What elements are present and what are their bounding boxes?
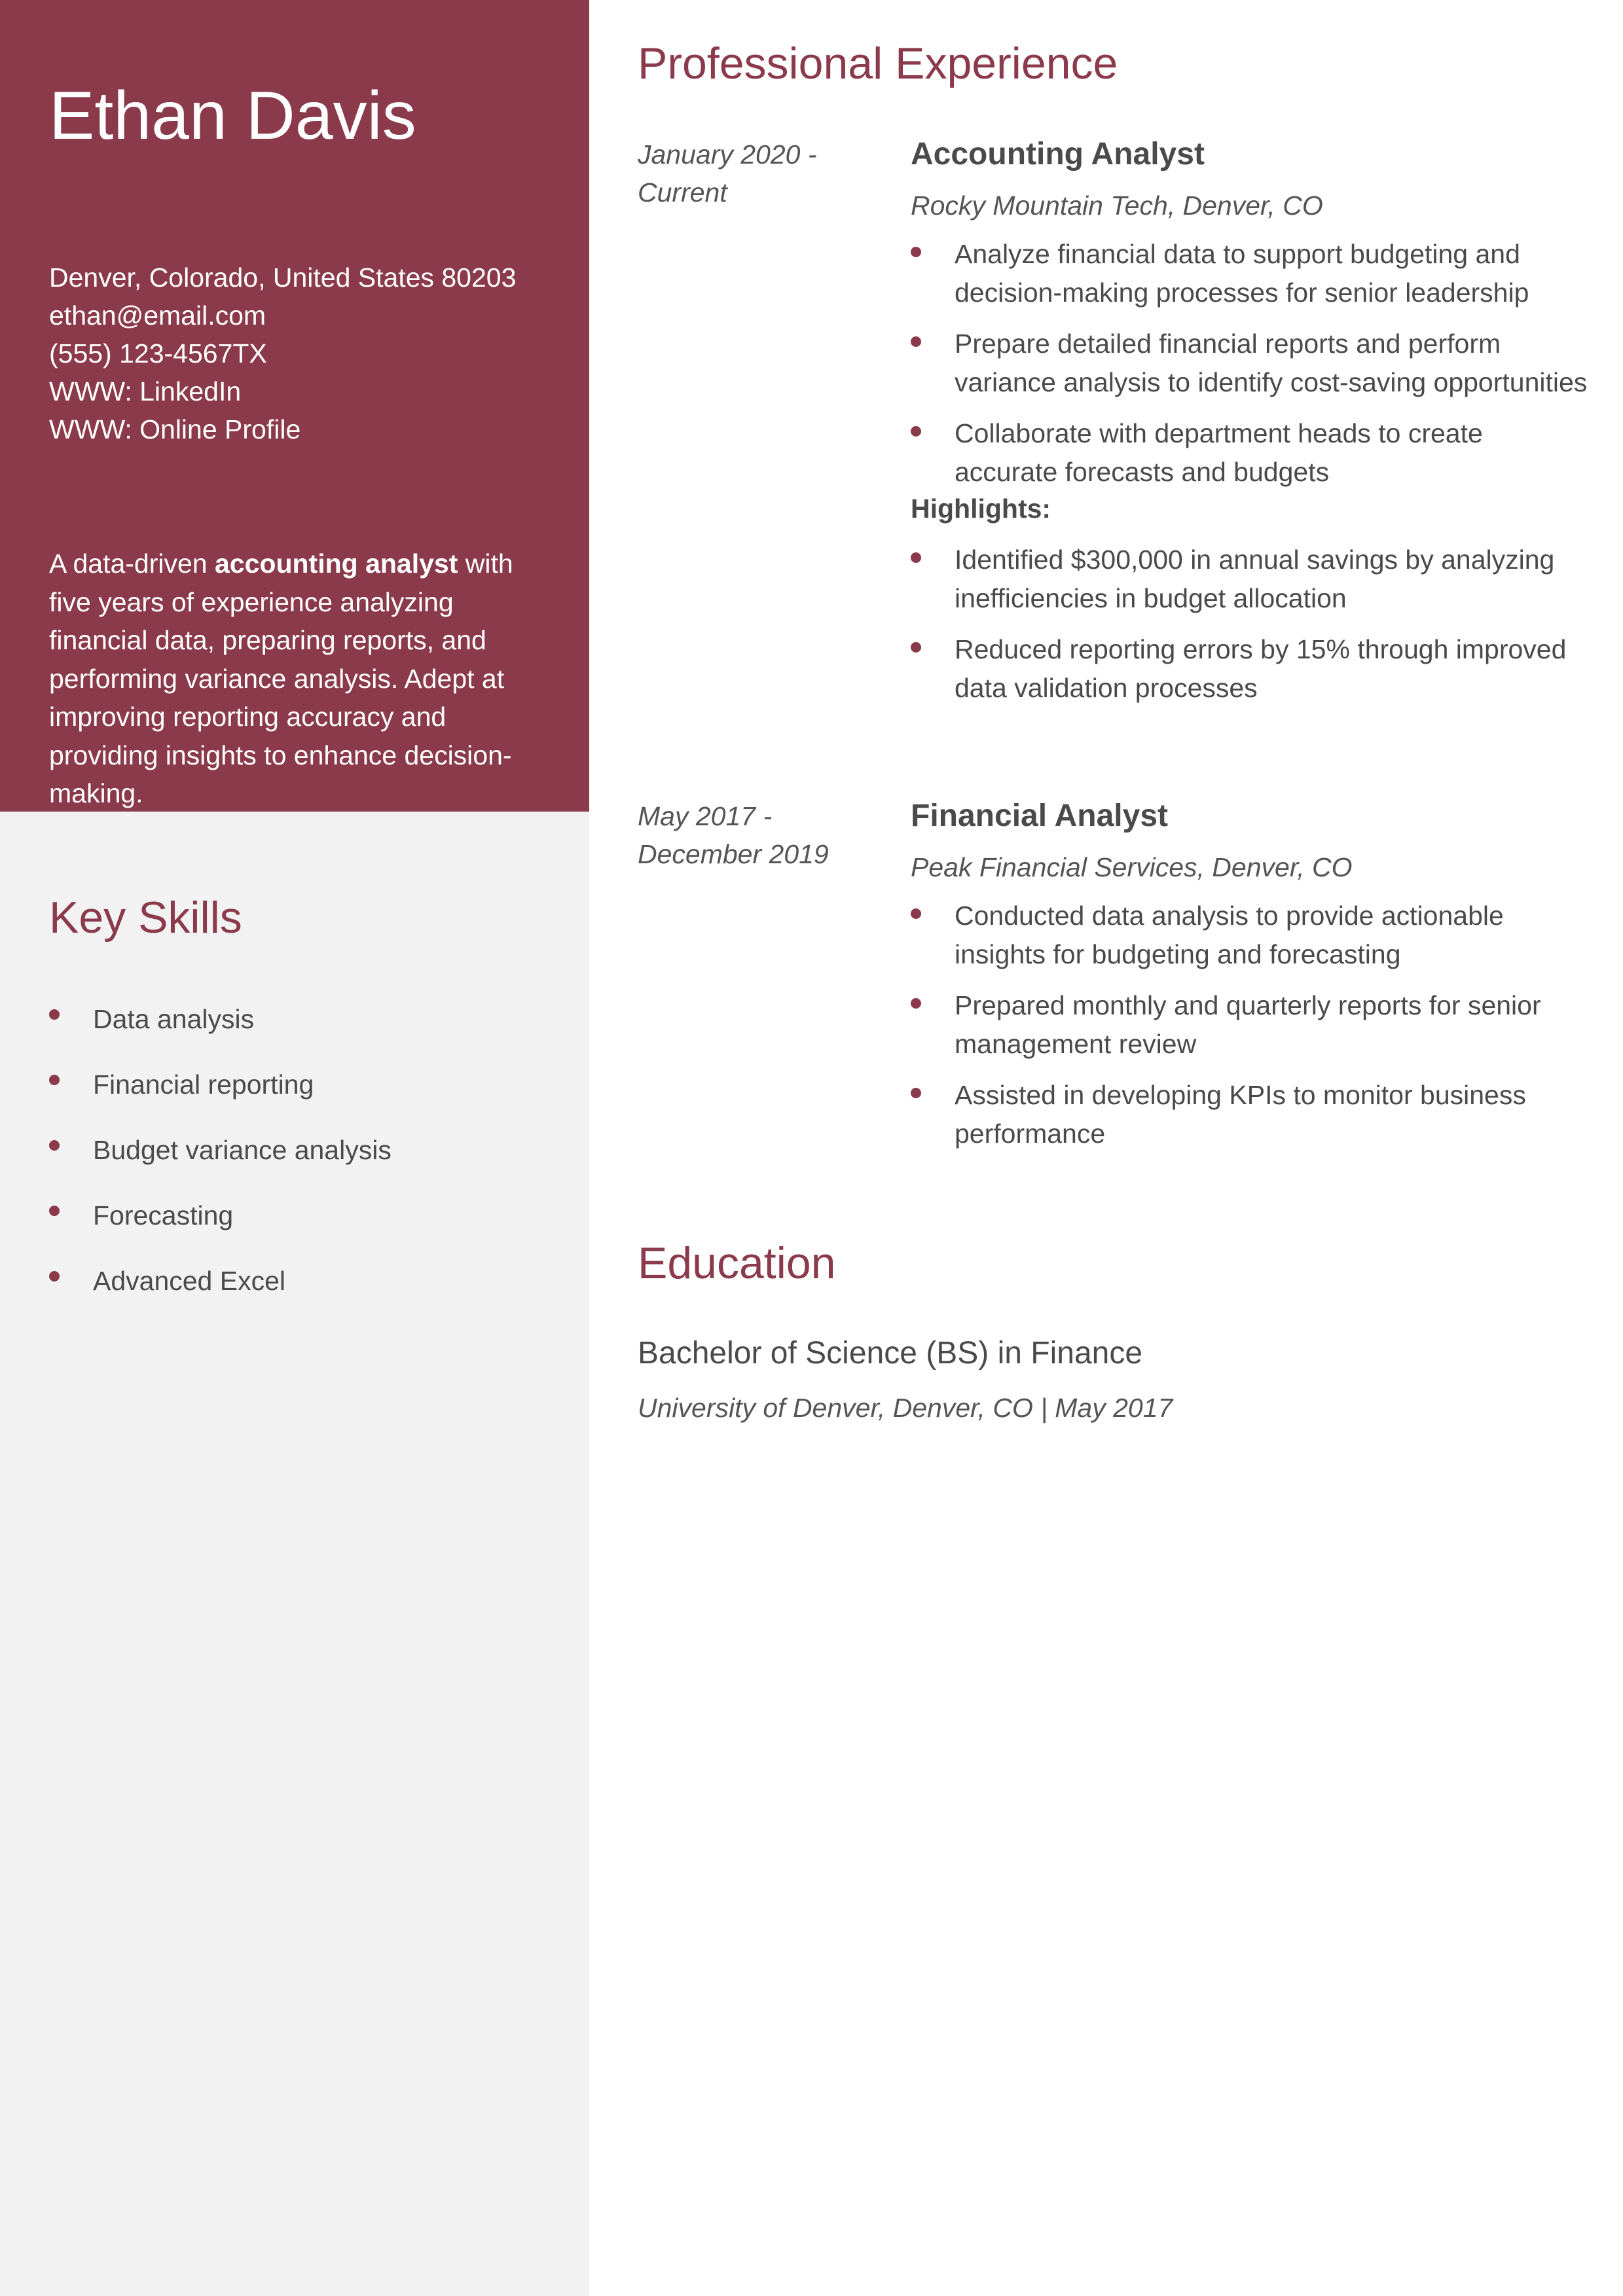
skill-item <box>49 1262 392 1327</box>
skills-list <box>49 1000 392 1327</box>
job-title: Accounting Analyst <box>911 137 1205 171</box>
key-skills-heading: Key Skills <box>49 893 242 942</box>
bullet-icon <box>911 336 921 347</box>
skill-item <box>49 1066 392 1131</box>
bullet-icon <box>911 908 921 919</box>
skill-label: Financial reporting <box>93 1069 314 1100</box>
contact-info <box>49 259 516 448</box>
summary-text-start: A data-driven <box>49 548 215 579</box>
professional-experience-heading: Professional Experience <box>638 39 1118 88</box>
responsibility-item <box>911 1076 1592 1153</box>
bullet-icon <box>911 998 921 1009</box>
bullet-icon <box>49 1075 60 1085</box>
school-and-date: University of Denver, Denver, CO | May 2017 <box>638 1393 1173 1423</box>
highlight-item <box>911 630 1592 707</box>
summary-keyword: accounting analyst <box>215 548 458 579</box>
bullet-icon <box>911 247 921 257</box>
bullet-icon <box>911 552 921 563</box>
job-company: Peak Financial Services, Denver, CO <box>911 852 1353 882</box>
responsibility-item <box>911 235 1592 312</box>
highlight-text: Reduced reporting errors by 15% through improved data validation processes <box>955 634 1567 703</box>
job-details <box>911 797 1592 1166</box>
job-company: Rocky Mountain Tech, Denver, CO <box>911 190 1323 221</box>
contact-online-profile[interactable]: WWW: Online Profile <box>49 414 301 444</box>
contact-phone: (555) 123-4567TX <box>49 338 267 368</box>
summary-text-end: with five years of experience analyzing financial data, preparing reports, and performing variance analysis. Adept at improving reporting accuracy and providing insights to enhance decision-making. <box>49 548 513 808</box>
job-date-start: January 2020 - <box>638 139 817 170</box>
responsibility-item <box>911 897 1592 973</box>
skill-label: Budget variance analysis <box>93 1135 392 1165</box>
skill-label: Data analysis <box>93 1004 255 1034</box>
responsibility-text: Assisted in developing KPIs to monitor business performance <box>955 1080 1526 1149</box>
responsibility-text: Analyze financial data to support budgeting and decision-making processes for senior leadership <box>955 239 1529 308</box>
bullet-icon <box>49 1271 60 1282</box>
bullet-icon <box>49 1206 60 1216</box>
degree: Bachelor of Science (BS) in Finance <box>638 1336 1143 1371</box>
job-date-end: Current <box>638 177 727 207</box>
bullet-icon <box>49 1140 60 1151</box>
job-details <box>911 135 1592 720</box>
job-date-start: May 2017 - <box>638 801 773 831</box>
job-date-end: December 2019 <box>638 839 829 869</box>
professional-summary <box>49 545 556 813</box>
skill-label: Forecasting <box>93 1200 234 1230</box>
job-dates <box>638 797 854 873</box>
job-title: Financial Analyst <box>911 798 1168 833</box>
bullet-icon <box>911 642 921 653</box>
skill-label: Advanced Excel <box>93 1266 286 1296</box>
contact-address: Denver, Colorado, United States 80203 <box>49 262 517 293</box>
education-heading: Education <box>638 1238 836 1288</box>
contact-email[interactable]: ethan@email.com <box>49 300 266 331</box>
responsibility-text: Conducted data analysis to provide actionable insights for budgeting and forecasting <box>955 901 1504 969</box>
responsibility-item <box>911 325 1592 401</box>
skill-item <box>49 1000 392 1066</box>
highlight-text: Identified $300,000 in annual savings by analyzing inefficiencies in budget allocation <box>955 545 1555 613</box>
job-responsibilities <box>911 897 1592 1153</box>
bullet-icon <box>49 1009 60 1020</box>
highlight-item <box>911 541 1592 617</box>
bullet-icon <box>911 1088 921 1098</box>
highlights-label: Highlights: <box>911 493 1051 524</box>
responsibility-text: Prepare detailed financial reports and perform variance analysis to identify cost-saving opportunities <box>955 329 1588 397</box>
contact-linkedin[interactable]: WWW: LinkedIn <box>49 376 242 406</box>
skill-item <box>49 1196 392 1262</box>
job-highlights <box>911 541 1592 707</box>
skill-item <box>49 1131 392 1196</box>
responsibility-text: Prepared monthly and quarterly reports for senior management review <box>955 990 1541 1059</box>
candidate-name: Ethan Davis <box>49 78 416 154</box>
bullet-icon <box>911 426 921 437</box>
responsibility-item <box>911 986 1592 1063</box>
job-responsibilities <box>911 235 1592 491</box>
responsibility-item <box>911 414 1592 491</box>
job-dates <box>638 135 854 211</box>
responsibility-text: Collaborate with department heads to create accurate forecasts and budgets <box>955 418 1483 487</box>
sidebar-header <box>0 0 589 812</box>
